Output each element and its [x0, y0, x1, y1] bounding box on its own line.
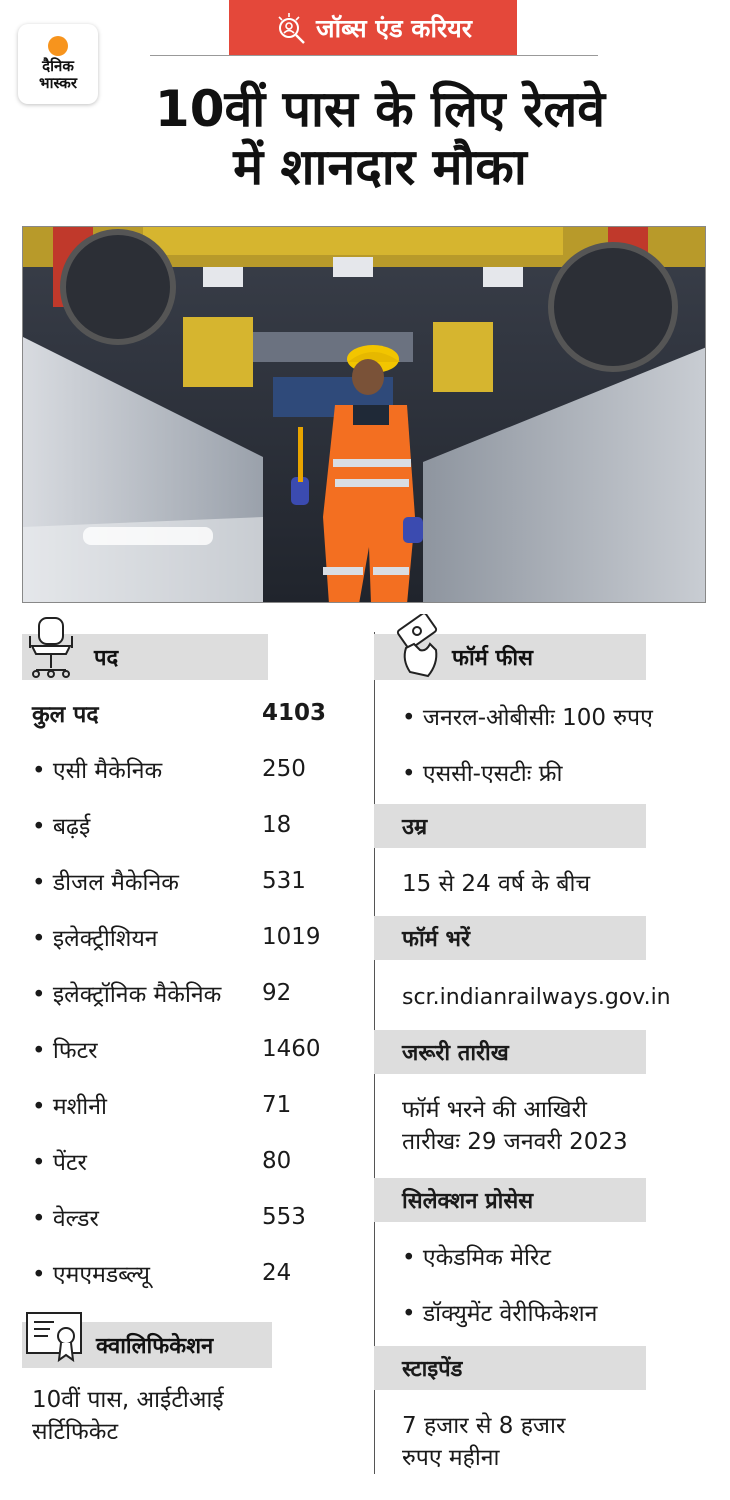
dates-title: जरूरी तारीख: [402, 1041, 509, 1066]
age-header: [374, 804, 646, 848]
hand-holding-money-icon: [392, 614, 448, 680]
post-label: • एमएमडब्ल्यू: [32, 1262, 150, 1288]
fees-general: • जनरल-ओबीसीः 100 रुपए: [402, 705, 653, 731]
list-item: [32, 1085, 332, 1125]
job-search-icon: [274, 11, 308, 45]
qualification-title: क्वालिफिकेशन: [96, 1334, 214, 1359]
stipend-line-2: रुपए महीना: [402, 1445, 500, 1471]
post-count: 18: [262, 812, 292, 838]
post-count: 1460: [262, 1036, 321, 1062]
post-count: 80: [262, 1148, 292, 1174]
posts-total-value: 4103: [262, 700, 327, 726]
section-tag-label: जॉब्स एंड करियर: [316, 14, 472, 43]
selection-title: सिलेक्शन प्रोसेस: [402, 1189, 534, 1214]
section-tag: [229, 0, 517, 56]
list-item: [32, 749, 332, 789]
header-divider: [150, 55, 598, 56]
list-item: [32, 1029, 332, 1069]
posts-total-label: कुल पद: [32, 702, 99, 728]
headline-line-1: 10वीं पास के लिए रेलवे: [154, 80, 606, 138]
dates-line-2: तारीखः 29 जनवरी 2023: [402, 1129, 628, 1155]
stipend-text: [402, 1410, 722, 1474]
post-label: • मशीनी: [32, 1094, 107, 1120]
headline: [100, 80, 660, 196]
selection-header: [374, 1178, 646, 1222]
stipend-title: स्टाइपेंड: [402, 1357, 463, 1382]
post-label: • इलेक्ट्रॉनिक मैकेनिक: [32, 982, 222, 1008]
fees-sc-st: • एससी-एसटीः फ्री: [402, 761, 563, 787]
qualification-text: [32, 1384, 352, 1448]
age-title: उम्र: [402, 815, 428, 840]
post-label: • इलेक्ट्रीशियन: [32, 926, 158, 952]
stipend-line-1: 7 हजार से 8 हजार: [402, 1413, 566, 1439]
railway-worker-photo: [22, 226, 706, 603]
apply-title: फॉर्म भरें: [402, 927, 470, 952]
posts-total-row: [32, 693, 332, 733]
list-item: [32, 1253, 332, 1293]
dainik-bhaskar-logo: [18, 24, 98, 104]
post-count: 1019: [262, 924, 321, 950]
logo-line-1: दैनिक: [42, 57, 74, 75]
dates-header: [374, 1030, 646, 1074]
logo-line-2: भास्कर: [39, 74, 77, 92]
list-item: [32, 1197, 332, 1237]
apply-website-link[interactable]: scr.indianrailways.gov.in: [402, 985, 671, 1010]
selection-merit: • एकेडमिक मेरिट: [402, 1245, 551, 1271]
qualification-line-2: सर्टिफिकेट: [32, 1419, 119, 1445]
post-label: • बढ़ई: [32, 814, 91, 840]
post-label: • एसी मैकेनिक: [32, 758, 163, 784]
headline-line-2: में शानदार मौका: [233, 138, 527, 196]
logo-sun-icon: [48, 36, 68, 56]
stipend-header: [374, 1346, 646, 1390]
post-label: • पेंटर: [32, 1150, 87, 1176]
office-chair-icon: [26, 614, 76, 680]
qualification-line-1: 10वीं पास, आईटीआई: [32, 1387, 224, 1413]
post-count: 92: [262, 980, 292, 1006]
post-count: 24: [262, 1260, 292, 1286]
list-item: [32, 805, 332, 845]
certificate-icon: [24, 1310, 86, 1366]
posts-title: पद: [94, 646, 119, 671]
dates-line-1: फॉर्म भरने की आखिरी: [402, 1097, 587, 1123]
post-label: • वेल्डर: [32, 1206, 99, 1232]
apply-header: [374, 916, 646, 960]
list-item: [32, 1141, 332, 1181]
post-count: 250: [262, 756, 306, 782]
post-count: 553: [262, 1204, 306, 1230]
post-label: • फिटर: [32, 1038, 98, 1064]
list-item: [32, 973, 332, 1013]
dates-text: [402, 1094, 722, 1158]
post-count: 71: [262, 1092, 292, 1118]
fees-title: फॉर्म फीस: [452, 646, 534, 671]
selection-verification: • डॉक्युमेंट वेरीफिकेशन: [402, 1301, 598, 1327]
list-item: [32, 917, 332, 957]
post-label: • डीजल मैकेनिक: [32, 870, 179, 896]
age-text: 15 से 24 वर्ष के बीच: [402, 871, 591, 897]
post-count: 531: [262, 868, 306, 894]
list-item: [32, 861, 332, 901]
